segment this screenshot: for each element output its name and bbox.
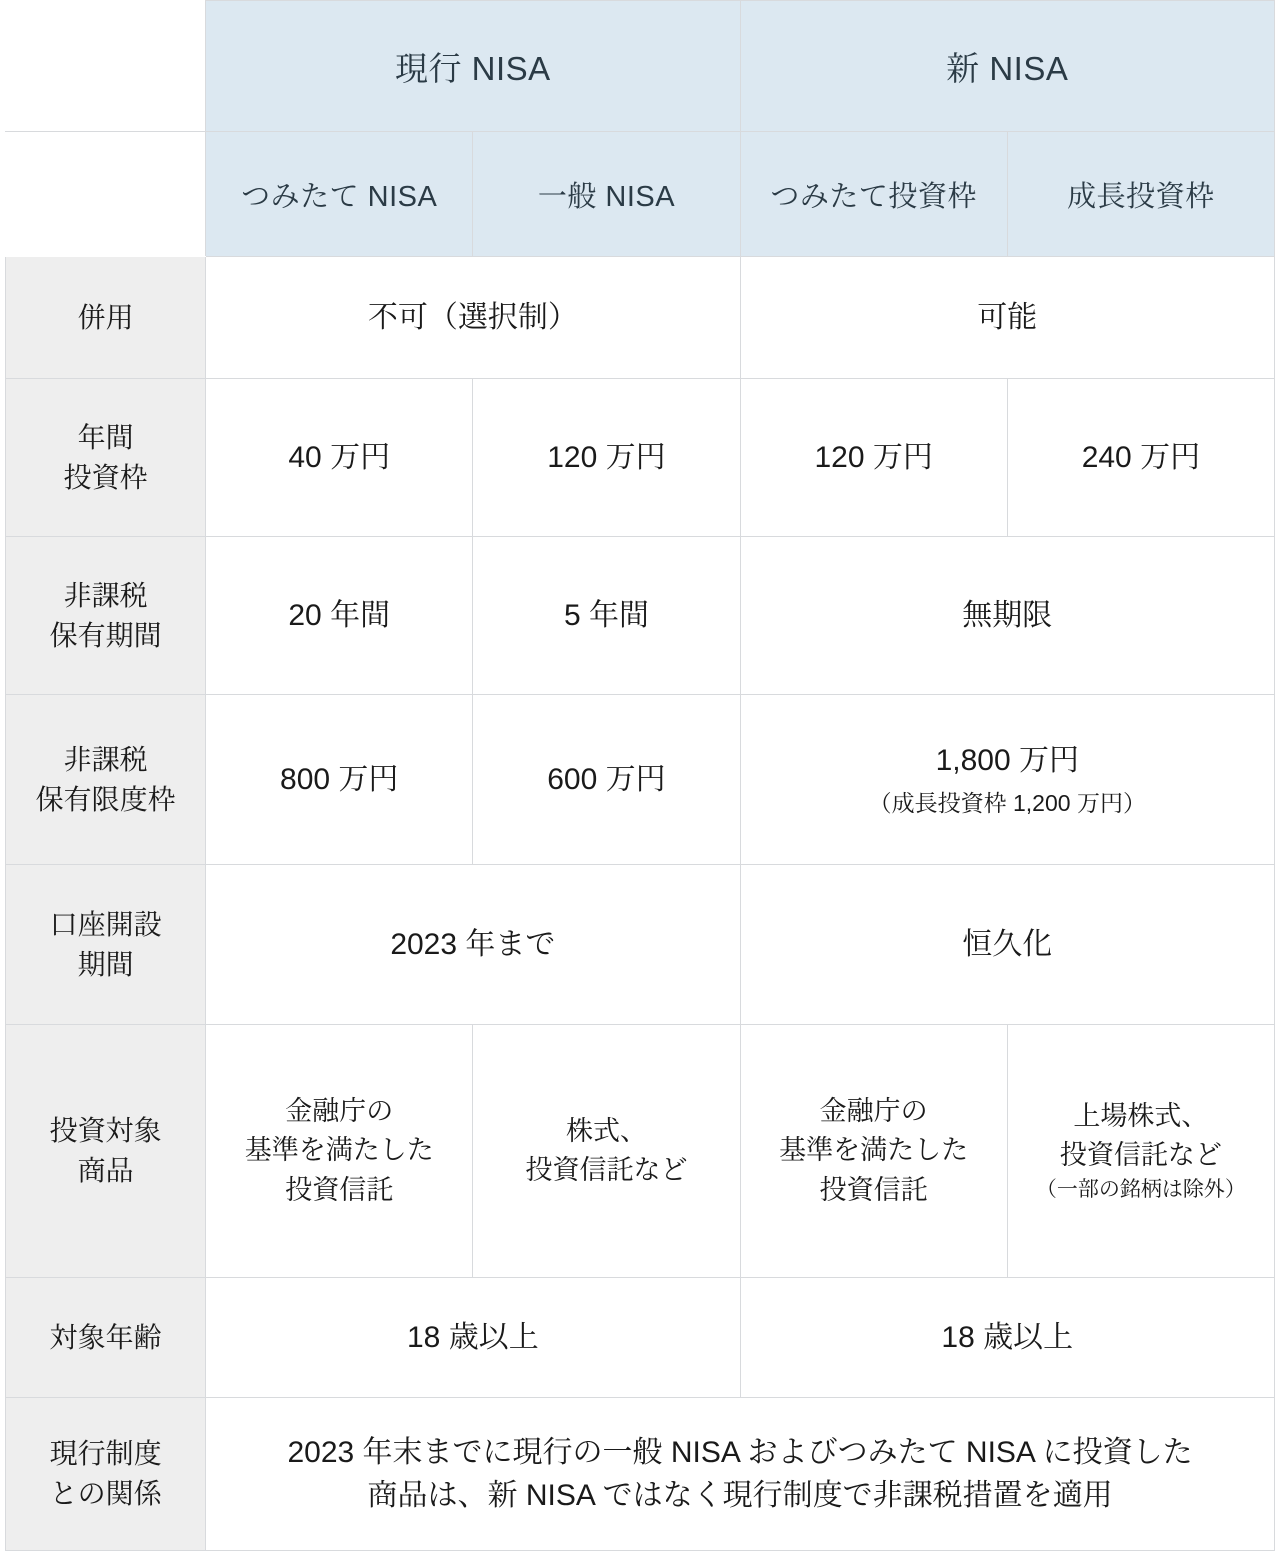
header-corner-blank bbox=[6, 1, 206, 132]
table-row bbox=[6, 537, 1275, 695]
row-label-line: 口座開設 bbox=[49, 908, 162, 940]
row-label-line: 保有限度枠 bbox=[35, 783, 176, 815]
header-col-seichou-toushiwaku: 成長投資枠 bbox=[1007, 132, 1274, 257]
row-label-line: 期間 bbox=[77, 948, 134, 980]
table-row bbox=[6, 257, 1275, 379]
cell-heiyou-current: 不可（選択制） bbox=[206, 257, 740, 379]
row-label-line: 商品 bbox=[77, 1155, 134, 1186]
table-row bbox=[6, 1398, 1275, 1551]
row-label-line: 非課税 bbox=[63, 743, 148, 775]
table-header-column-row bbox=[6, 132, 1275, 257]
row-label-line: 投資枠 bbox=[63, 461, 148, 493]
cell-genkou-seido-kankei bbox=[206, 1398, 1275, 1551]
cell-value-note: （成長投資枠 1,200 万円） bbox=[868, 789, 1146, 816]
cell-kouza-current: 2023 年まで bbox=[206, 865, 740, 1025]
cell-hoyuukikan-new: 無期限 bbox=[740, 537, 1274, 695]
header-col-tsumitate-nisa: つみたて NISA bbox=[206, 132, 473, 257]
cell-line: 基準を満たした bbox=[244, 1135, 434, 1166]
cell-taishou-tsumitate-nisa bbox=[206, 1025, 473, 1278]
cell-line: 金融庁の bbox=[819, 1096, 928, 1127]
header-group-new-nisa: 新 NISA bbox=[740, 1, 1274, 132]
cell-gendowaku-new bbox=[740, 695, 1274, 865]
row-label-line: 年間 bbox=[77, 421, 134, 453]
cell-line: 商品は、新 NISA ではなく現行制度で非課税措置を適用 bbox=[367, 1479, 1113, 1512]
cell-taishou-ippan-nisa bbox=[473, 1025, 740, 1278]
table-row bbox=[6, 865, 1275, 1025]
table-row bbox=[6, 1025, 1275, 1278]
cell-nenkan-tsumitate-nisa: 40 万円 bbox=[206, 379, 473, 537]
cell-nenkan-seichou-waku: 240 万円 bbox=[1007, 379, 1274, 537]
table-row bbox=[6, 379, 1275, 537]
cell-hoyuukikan-ippan-nisa: 5 年間 bbox=[473, 537, 740, 695]
cell-line: 2023 年末までに現行の一般 NISA およびつみたて NISA に投資した bbox=[287, 1435, 1193, 1469]
cell-line: 投資信託 bbox=[819, 1174, 928, 1205]
header-group-current-nisa: 現行 NISA bbox=[206, 1, 740, 132]
row-label-toushi-taishou-shouhin bbox=[6, 1025, 206, 1278]
cell-line: 投資信託 bbox=[285, 1174, 394, 1205]
cell-heiyou-new: 可能 bbox=[740, 257, 1274, 379]
row-label-nenkan-toushiwaku bbox=[6, 379, 206, 537]
row-label-line: との関係 bbox=[49, 1478, 162, 1509]
row-label-line: 非課税 bbox=[63, 579, 148, 611]
row-label-genkou-seido-kankei bbox=[6, 1398, 206, 1551]
cell-nenkan-ippan-nisa: 120 万円 bbox=[473, 379, 740, 537]
cell-gendowaku-tsumitate-nisa: 800 万円 bbox=[206, 695, 473, 865]
cell-line: 投資信託など bbox=[525, 1155, 688, 1185]
cell-line-note: （一部の銘柄は除外） bbox=[1035, 1177, 1246, 1201]
cell-hoyuukikan-tsumitate-nisa: 20 年間 bbox=[206, 537, 473, 695]
row-label-taishou-nenrei: 対象年齢 bbox=[6, 1278, 206, 1398]
row-label-heiyou: 併用 bbox=[6, 257, 206, 379]
header-col-ippan-nisa: 一般 NISA bbox=[473, 132, 740, 257]
cell-line: 上場株式、 bbox=[1073, 1100, 1209, 1131]
row-label-hikazei-hoyuu-kikan bbox=[6, 537, 206, 695]
row-label-line: 現行制度 bbox=[49, 1438, 162, 1470]
cell-taishou-tsumitate-waku bbox=[740, 1025, 1007, 1278]
cell-nenrei-current: 18 歳以上 bbox=[206, 1278, 740, 1398]
row-label-kouza-kaisetsu-kikan bbox=[6, 865, 206, 1025]
row-label-line: 保有期間 bbox=[49, 619, 162, 651]
table-header-group-row bbox=[6, 1, 1275, 132]
cell-line: 投資信託など bbox=[1059, 1139, 1222, 1170]
cell-taishou-seichou-waku bbox=[1007, 1025, 1274, 1278]
header-corner-blank-2 bbox=[6, 132, 206, 257]
cell-line: 金融庁の bbox=[285, 1096, 394, 1127]
row-label-line: 投資対象 bbox=[49, 1115, 162, 1147]
cell-line: 基準を満たした bbox=[779, 1135, 969, 1166]
cell-line: 株式、 bbox=[565, 1115, 647, 1146]
cell-nenkan-tsumitate-waku: 120 万円 bbox=[740, 379, 1007, 537]
header-col-tsumitate-toushiwaku: つみたて投資枠 bbox=[740, 132, 1007, 257]
row-label-hikazei-gendowaku bbox=[6, 695, 206, 865]
cell-kouza-new: 恒久化 bbox=[740, 865, 1274, 1025]
nisa-comparison-table bbox=[5, 0, 1275, 1551]
table-row bbox=[6, 1278, 1275, 1398]
table-row bbox=[6, 695, 1275, 865]
cell-gendowaku-ippan-nisa: 600 万円 bbox=[473, 695, 740, 865]
cell-value-main: 1,800 万円 bbox=[935, 744, 1079, 778]
cell-nenrei-new: 18 歳以上 bbox=[740, 1278, 1274, 1398]
